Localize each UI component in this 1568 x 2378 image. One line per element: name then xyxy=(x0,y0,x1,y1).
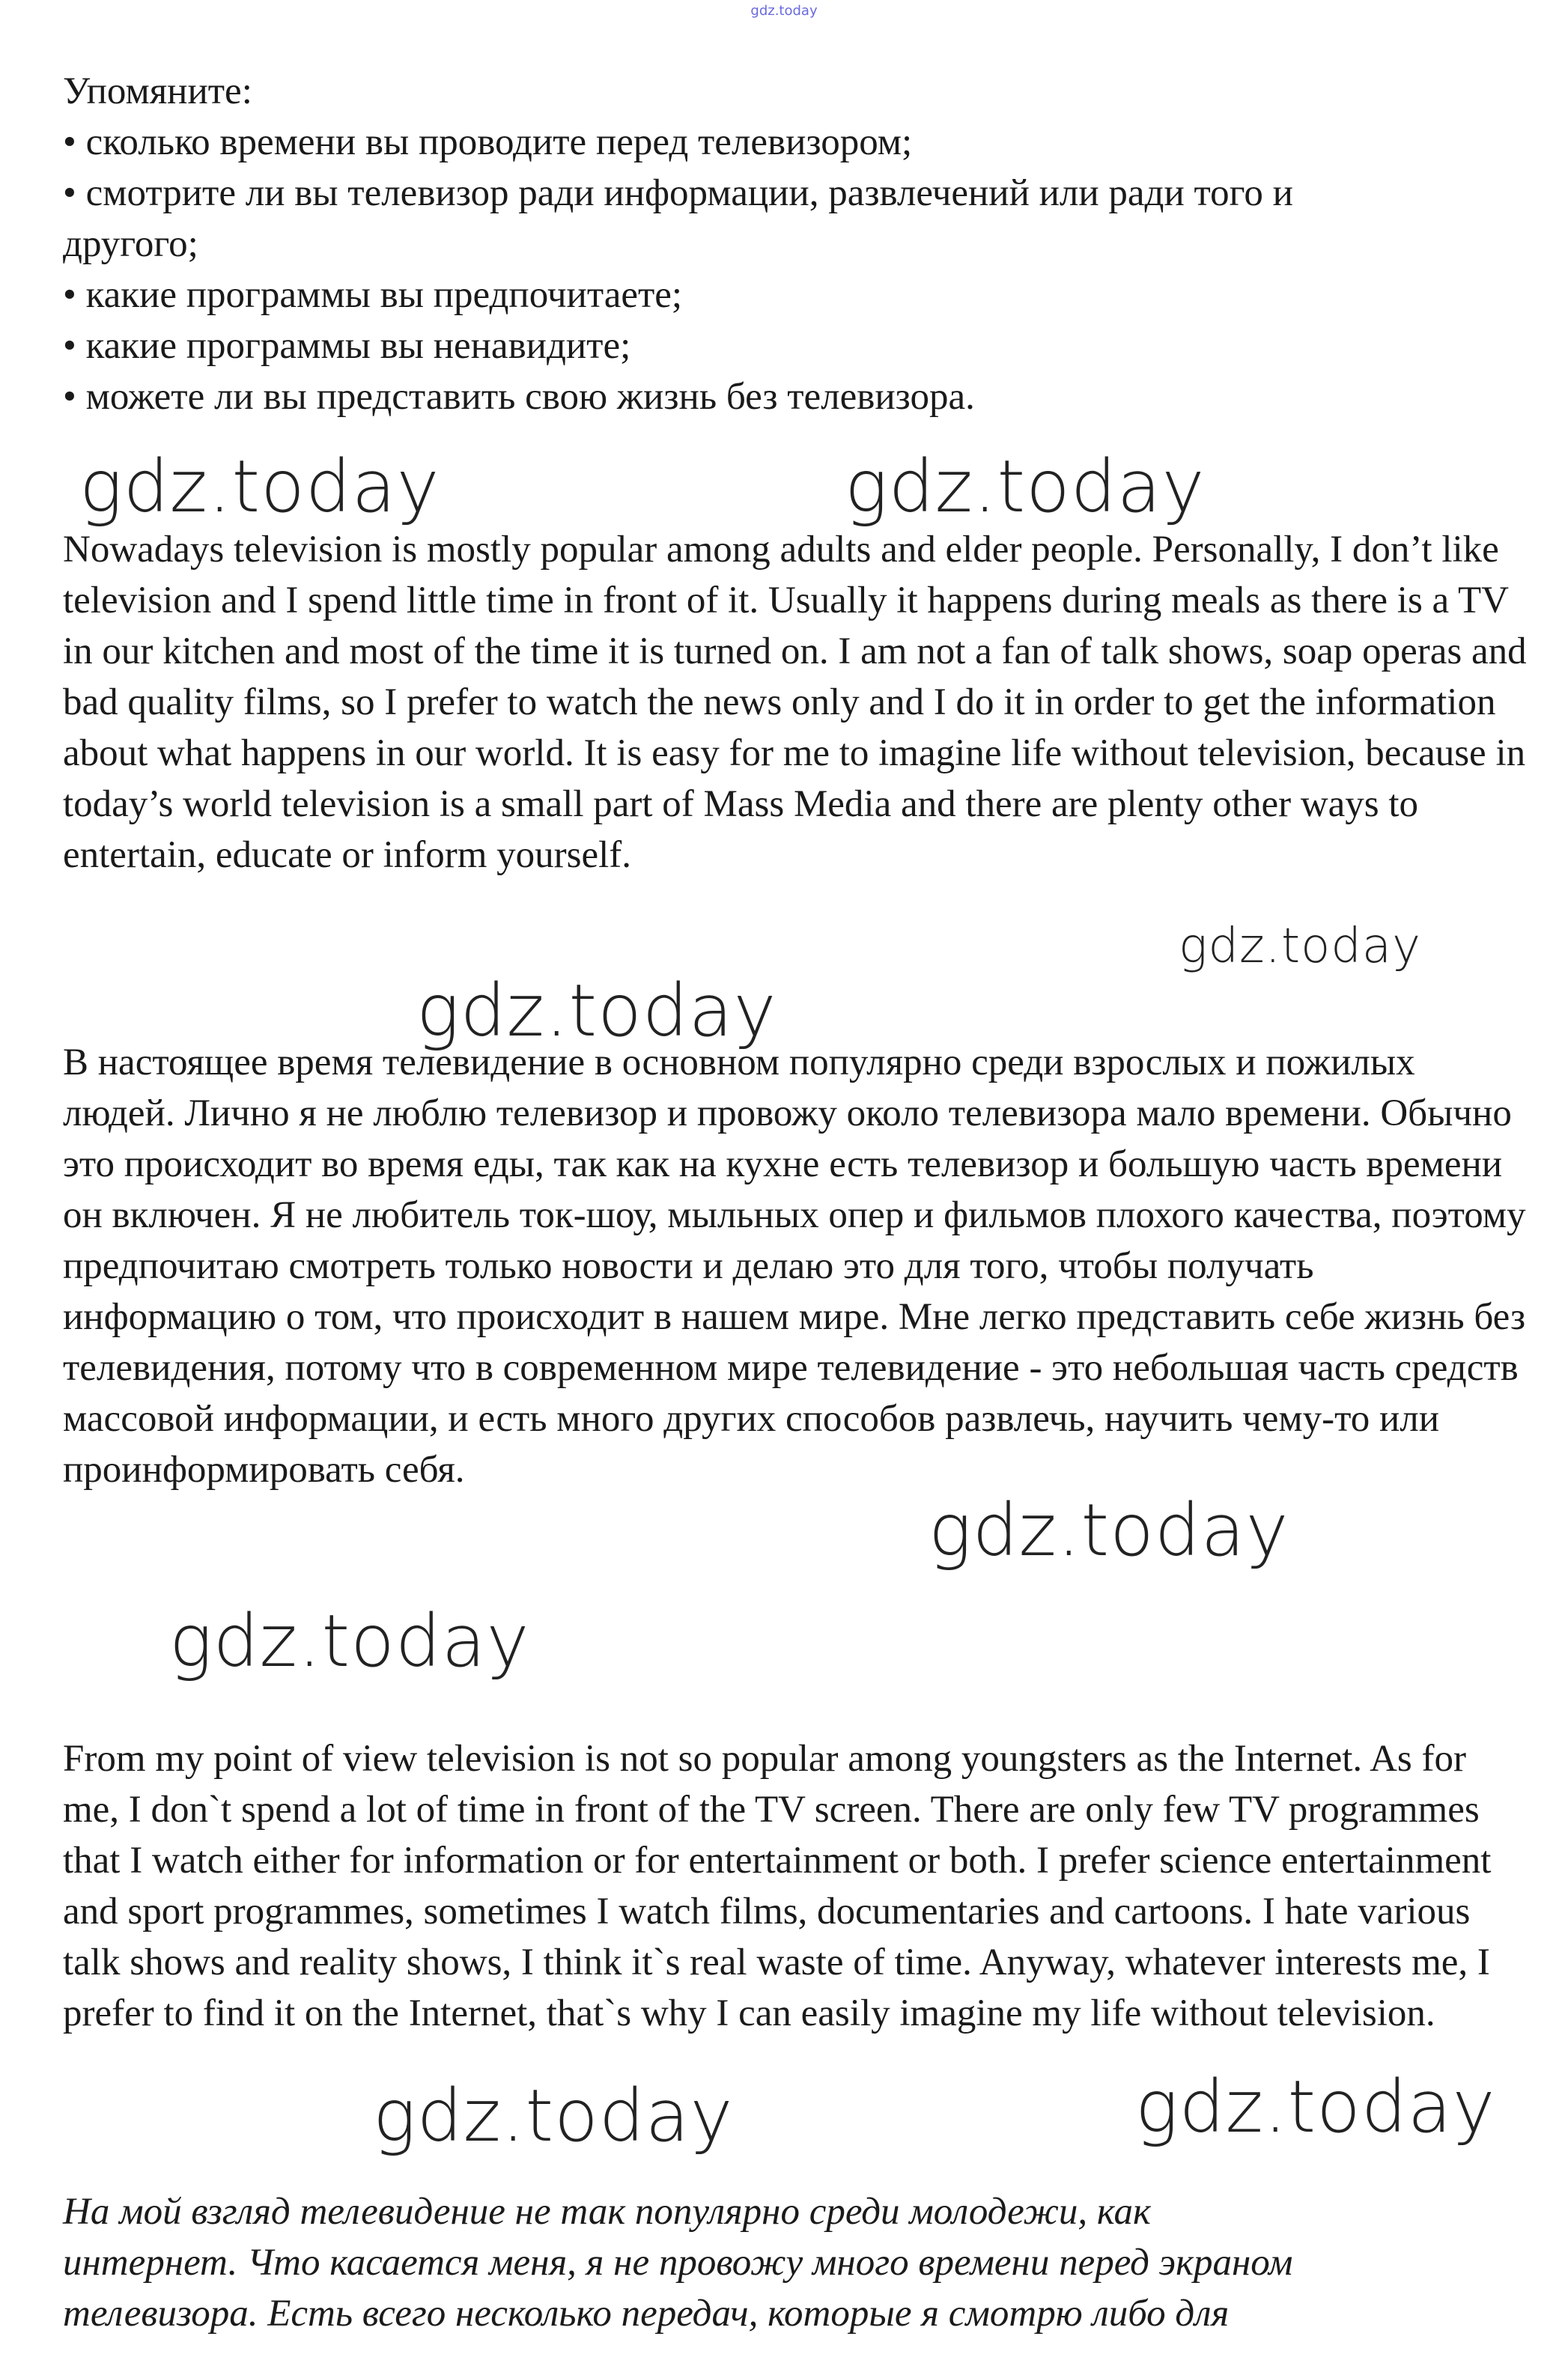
paragraph: В настоящее время телевидение в основном популярно среди взрослых и пожилых людей. Лично я не люблю телевизор и провожу около телевизора мало времени. Обычно это происходит во время еды, так как на кухне есть телевизор и большую часть времени он включен. Я не любитель ток-шоу, мыльных опер и фильмов плохого качества, поэтому предпочитаю смотреть только новости и делаю это для того, чтобы получать информацию о том, что происходит в нашем мире. Мне легко представить себе жизнь без телевидения, потому что в современном мире телевидение - это небольшая часть средств массовой информации, и есть много других способов развлечь, научить чему-то или проинформировать себя. xyxy=(63,1041,1526,1491)
task-bullet: • можете ли вы представить свою жизнь без телевизора. xyxy=(63,376,975,418)
paragraph: From my point of view television is not so popular among youngsters as the Internet. As for me, I don`t spend a lot of time in front of the TV screen. There are only few TV programmes that I watch either for information or for entertainment or both. I prefer science entertainment and sport programmes, sometimes I watch films, documentaries and cartoons. I hate various talk shows and reality shows, I think it`s real waste of time. Anyway, whatever interests me, I prefer to find it on the Internet, that`s why I can easily imagine my life without television. xyxy=(63,1738,1492,2034)
answer-english-1 xyxy=(63,524,1531,881)
task-bullet: • сколько времени вы проводите перед телевизором; xyxy=(63,121,913,163)
task-title: Упомяните: xyxy=(63,70,252,112)
task-bullet: • какие программы вы предпочитаете; xyxy=(63,274,683,316)
paragraph-line: интернет. Что касается меня, я не провожу много времени перед экраном xyxy=(63,2242,1293,2284)
task-bullet: другого; xyxy=(63,223,198,265)
paragraph: Nowadays television is mostly popular among adults and elder people. Personally, I don’t like television and I spend little time in front of it. Usually it happens during meals as there is a TV in our kitchen and most of the time it is turned on. I am not a fan of talk shows, soap operas and bad quality films, so I prefer to watch the news only and I do it in order to get the information about what happens in our world. It is easy for me to imagine life without television, because in today’s world television is a small part of Mass Media and there are plenty other ways to entertain, educate or inform yourself. xyxy=(63,529,1527,876)
task-bullet: • смотрите ли вы телевизор ради информации, развлечений или ради того и xyxy=(63,172,1293,214)
watermark: gdz.today xyxy=(416,969,777,1053)
paragraph-line: телевизора. Есть всего несколько передач, которые я смотрю либо для xyxy=(63,2293,1230,2335)
answer-english-2 xyxy=(63,1733,1531,2039)
watermark: gdz.today xyxy=(373,2074,734,2158)
paragraph-line: На мой взгляд телевидение не так популярно среди молодежи, как xyxy=(63,2191,1151,2233)
watermark: gdz.today xyxy=(1179,919,1421,974)
watermark: gdz.today xyxy=(929,1488,1289,1572)
answer-russian-1 xyxy=(63,1037,1531,1495)
watermark: gdz.today xyxy=(79,445,440,529)
task-instructions xyxy=(63,66,1531,422)
watermark: gdz.today xyxy=(169,1599,530,1683)
site-mark: gdz.today xyxy=(750,3,818,19)
task-bullet: • какие программы вы ненавидите; xyxy=(63,325,631,367)
answer-russian-2 xyxy=(63,2186,1531,2339)
watermark: gdz.today xyxy=(1135,2065,1496,2149)
watermark: gdz.today xyxy=(845,445,1206,529)
